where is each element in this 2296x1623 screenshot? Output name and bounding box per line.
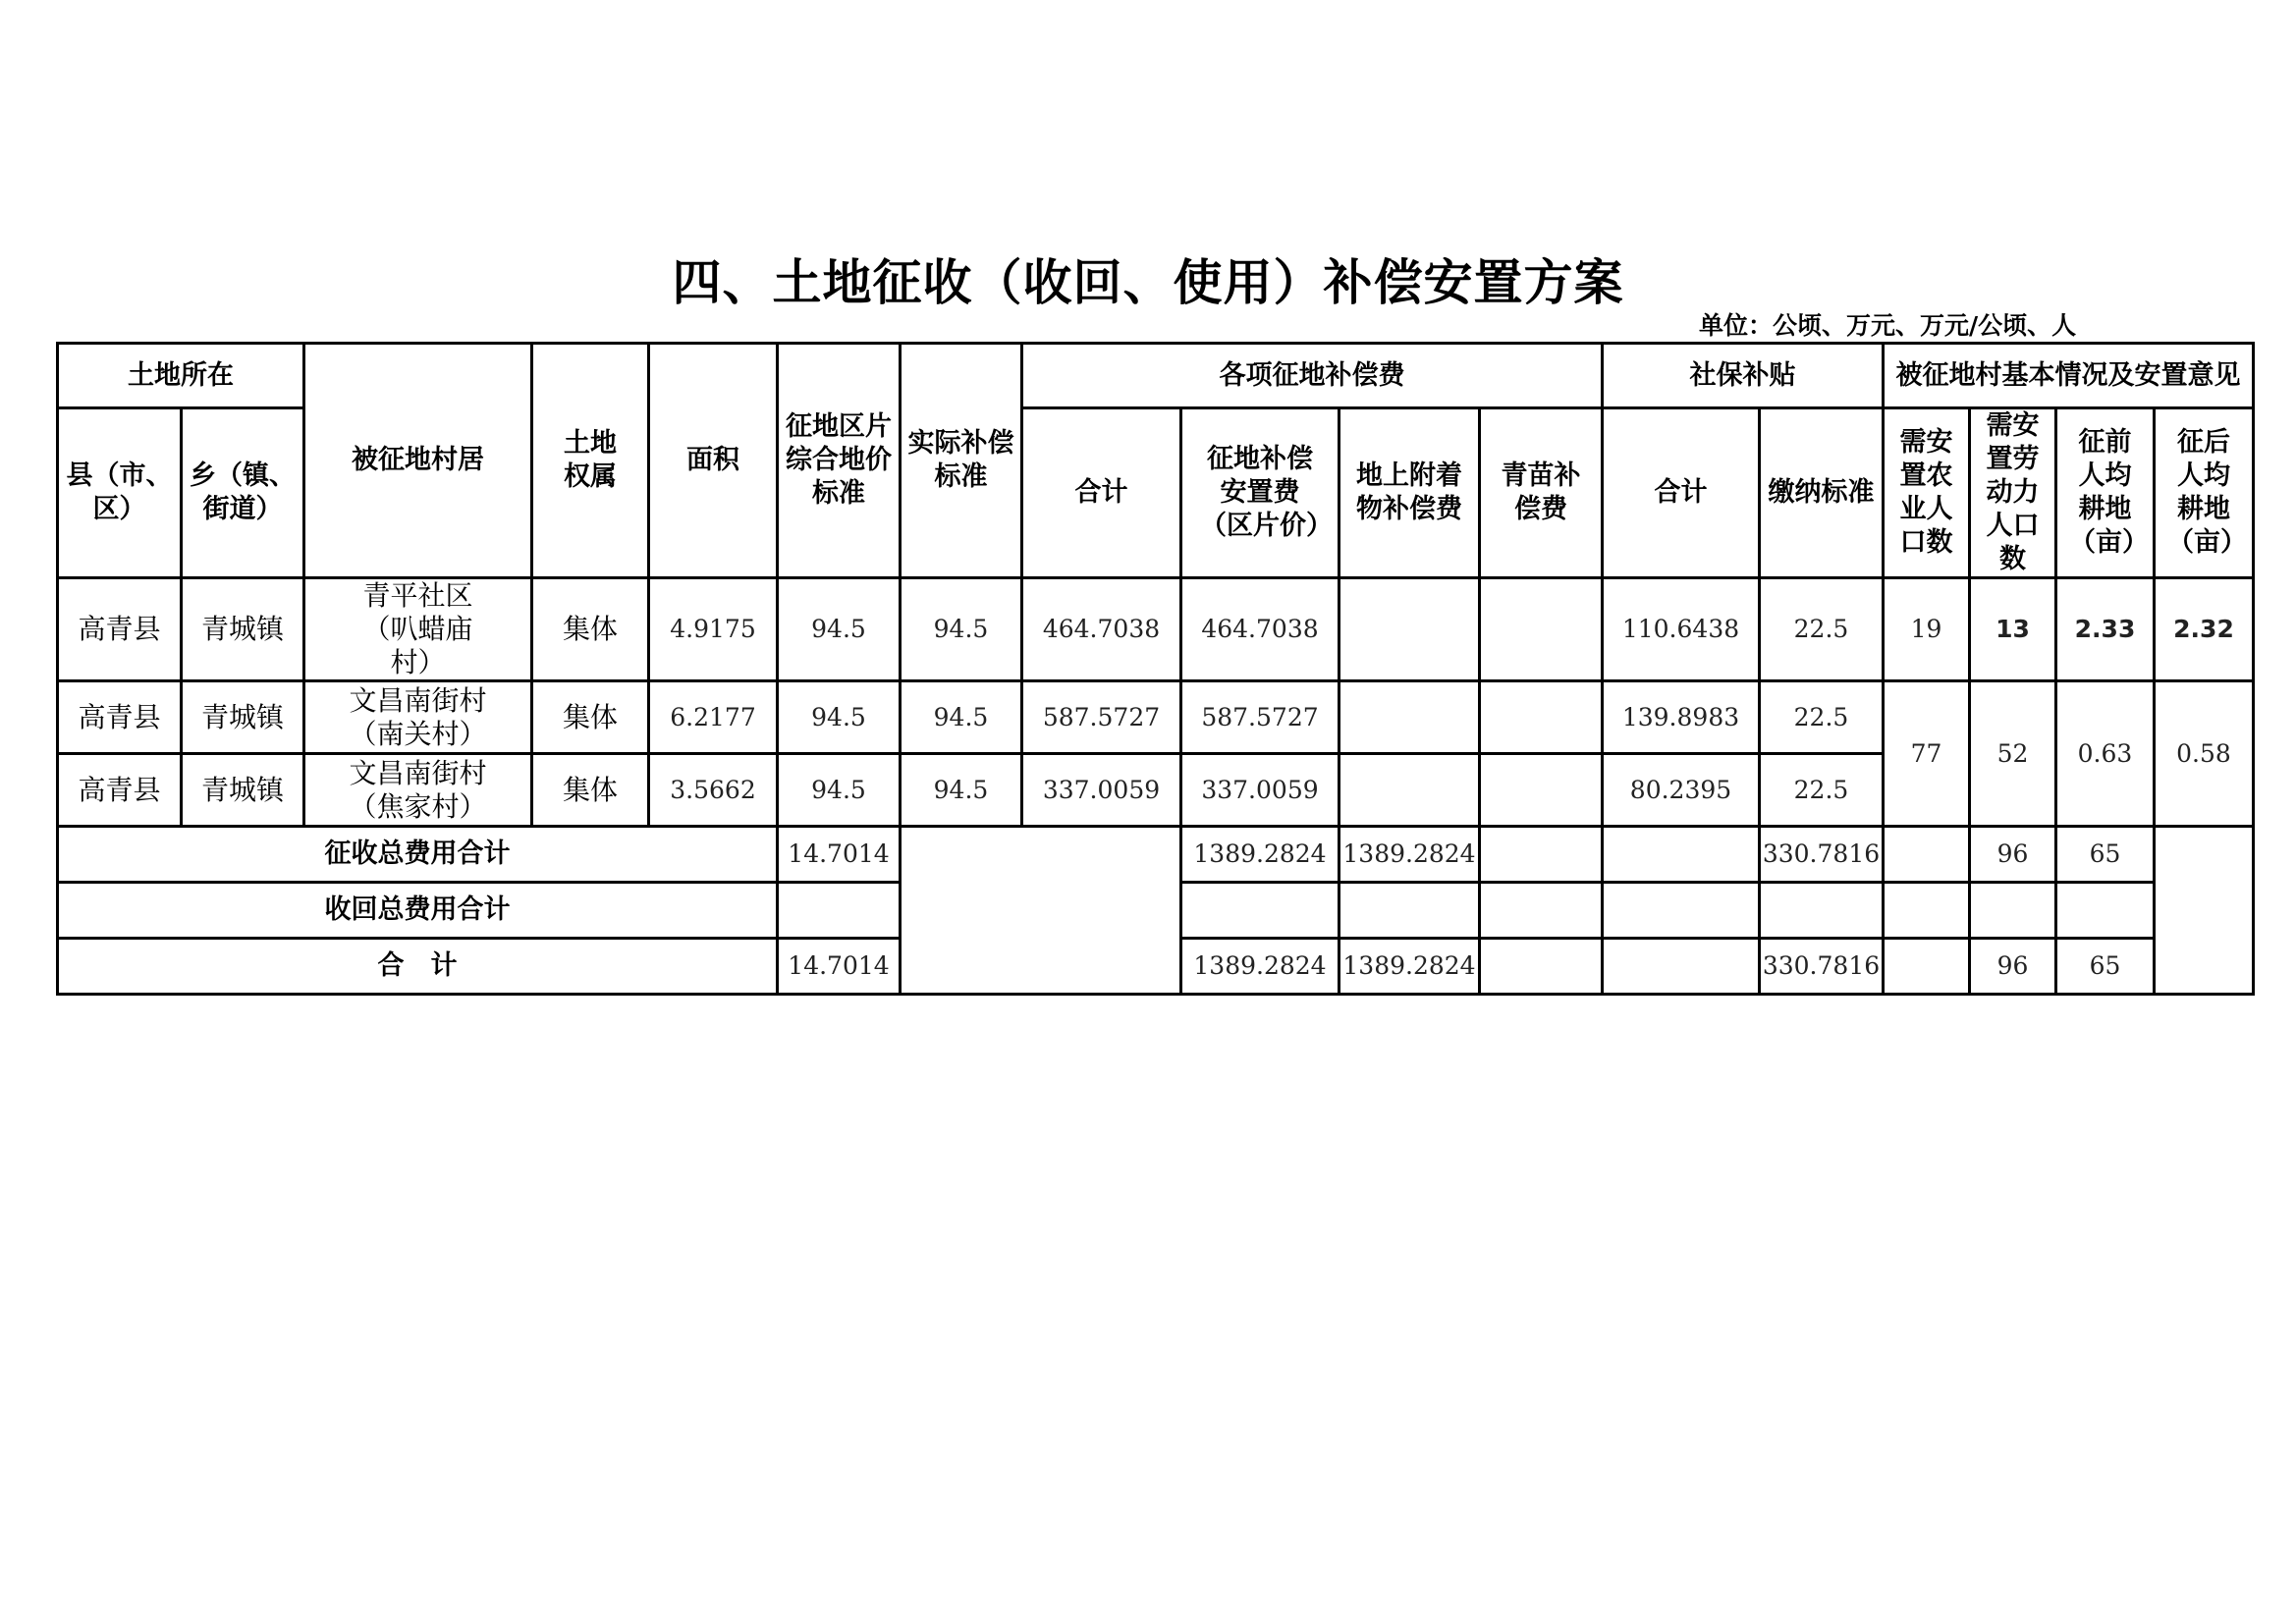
cell-fee-comp: 464.7038 — [1181, 578, 1339, 681]
cell-fee-crops — [1480, 578, 1603, 681]
summary-fee-attachments — [1480, 939, 1603, 995]
summary-agri: 96 — [1970, 939, 2056, 995]
cell-before: 2.33 — [2056, 578, 2155, 681]
cell-county: 高青县 — [58, 578, 182, 681]
table-row — [58, 681, 2254, 754]
cell-fee-attachments — [1339, 681, 1480, 754]
cell-after-merged: 0.58 — [2155, 681, 2254, 827]
header-social: 社保补贴 — [1603, 344, 1884, 408]
cell-social-std: 22.5 — [1760, 681, 1884, 754]
cell-after: 2.32 — [2155, 578, 2254, 681]
header-before: 征前人均耕地（亩） — [2056, 408, 2155, 578]
cell-labor-merged: 52 — [1970, 681, 2056, 827]
cell-agri: 19 — [1884, 578, 1970, 681]
summary-labor: 65 — [2056, 939, 2155, 995]
cell-village: 文昌南街村（南关村） — [304, 681, 532, 754]
summary-fee-attachments — [1480, 827, 1603, 883]
cell-ownership: 集体 — [532, 578, 649, 681]
header-village: 被征地村居 — [304, 344, 532, 578]
summary-area: 14.7014 — [778, 939, 901, 995]
cell-area: 4.9175 — [649, 578, 778, 681]
summary-social-std — [1884, 883, 1970, 939]
summary-fee-total: 1389.2824 — [1181, 827, 1339, 883]
summary-social-total: 330.7816 — [1760, 939, 1884, 995]
cell-before-merged: 0.63 — [2056, 681, 2155, 827]
cell-area: 6.2177 — [649, 681, 778, 754]
header-fees: 各项征地补偿费 — [1022, 344, 1603, 408]
summary-agri — [1970, 883, 2056, 939]
header-actual-standard: 实际补偿标准 — [901, 344, 1022, 578]
cell-town: 青城镇 — [182, 681, 304, 754]
cell-social-std: 22.5 — [1760, 578, 1884, 681]
page-title: 四、土地征收（收回、使用）补偿安置方案 — [672, 254, 1624, 311]
summary-social-total — [1760, 883, 1884, 939]
summary-fee-crops — [1603, 939, 1760, 995]
summary-fee-total — [1181, 883, 1339, 939]
summary-fee-crops — [1603, 883, 1760, 939]
cell-fee-total: 464.7038 — [1022, 578, 1181, 681]
cell-fee-comp: 587.5727 — [1181, 681, 1339, 754]
summary-label: 收回总费用合计 — [58, 883, 778, 939]
header-ownership: 土地权属 — [532, 344, 649, 578]
summary-fee-crops — [1603, 827, 1760, 883]
cell-fee-attachments — [1339, 754, 1480, 827]
summary-label: 合 计 — [58, 939, 778, 995]
cell-actual: 94.5 — [901, 681, 1022, 754]
cell-fee-attachments — [1339, 578, 1480, 681]
header-social-standard: 缴纳标准 — [1760, 408, 1884, 578]
summary-social-total: 330.7816 — [1760, 827, 1884, 883]
cell-zone-price: 94.5 — [778, 578, 901, 681]
summary-labor: 65 — [2056, 827, 2155, 883]
header-after: 征后人均耕地（亩） — [2155, 408, 2254, 578]
summary-blank-land — [2155, 827, 2254, 995]
header-area: 面积 — [649, 344, 778, 578]
table-row — [58, 578, 2254, 681]
cell-actual: 94.5 — [901, 578, 1022, 681]
header-basic: 被征地村基本情况及安置意见 — [1884, 344, 2254, 408]
cell-fee-total: 337.0059 — [1022, 754, 1181, 827]
cell-village: 文昌南街村（焦家村） — [304, 754, 532, 827]
cell-county: 高青县 — [58, 681, 182, 754]
summary-fee-total: 1389.2824 — [1181, 939, 1339, 995]
unit-note: 单位：公顷、万元、万元/公顷、人 — [1699, 311, 2077, 340]
cell-zone-price: 94.5 — [778, 754, 901, 827]
header-zone-price: 征地区片综合地价标准 — [778, 344, 901, 578]
summary-label: 征收总费用合计 — [58, 827, 778, 883]
cell-ownership: 集体 — [532, 754, 649, 827]
summary-row-expropriation — [58, 827, 2254, 883]
summary-agri: 96 — [1970, 827, 2056, 883]
summary-labor — [2056, 883, 2155, 939]
cell-actual: 94.5 — [901, 754, 1022, 827]
summary-fee-attachments — [1480, 883, 1603, 939]
summary-area: 14.7014 — [778, 827, 901, 883]
header-labor-pop: 需安置劳动力人口数 — [1970, 408, 2056, 578]
summary-blank-price — [901, 827, 1181, 995]
cell-county: 高青县 — [58, 754, 182, 827]
summary-area — [778, 883, 901, 939]
cell-fee-crops — [1480, 754, 1603, 827]
header-fees-crops: 青苗补偿费 — [1480, 408, 1603, 578]
cell-village: 青平社区（叭蜡庙村） — [304, 578, 532, 681]
cell-agri-merged: 77 — [1884, 681, 1970, 827]
cell-social-total: 110.6438 — [1603, 578, 1760, 681]
cell-area: 3.5662 — [649, 754, 778, 827]
cell-labor: 13 — [1970, 578, 2056, 681]
summary-fee-comp — [1339, 883, 1480, 939]
header-town: 乡（镇、街道） — [182, 408, 304, 578]
summary-fee-comp: 1389.2824 — [1339, 827, 1480, 883]
header-fees-attachments: 地上附着物补偿费 — [1339, 408, 1480, 578]
header-location: 土地所在 — [58, 344, 304, 408]
summary-fee-comp: 1389.2824 — [1339, 939, 1480, 995]
summary-social-std — [1884, 939, 1970, 995]
cell-town: 青城镇 — [182, 578, 304, 681]
cell-fee-total: 587.5727 — [1022, 681, 1181, 754]
cell-town: 青城镇 — [182, 754, 304, 827]
header-social-total: 合计 — [1603, 408, 1760, 578]
cell-fee-comp: 337.0059 — [1181, 754, 1339, 827]
cell-social-total: 80.2395 — [1603, 754, 1760, 827]
header-fees-total: 合计 — [1022, 408, 1181, 578]
cell-fee-crops — [1480, 681, 1603, 754]
header-county: 县（市、区） — [58, 408, 182, 578]
header-agri-pop: 需安置农业人口数 — [1884, 408, 1970, 578]
cell-ownership: 集体 — [532, 681, 649, 754]
summary-social-std — [1884, 827, 1970, 883]
header-fees-compensation: 征地补偿安置费（区片价） — [1181, 408, 1339, 578]
compensation-table — [56, 342, 2255, 996]
cell-zone-price: 94.5 — [778, 681, 901, 754]
cell-social-total: 139.8983 — [1603, 681, 1760, 754]
cell-social-std: 22.5 — [1760, 754, 1884, 827]
header-row-1 — [58, 344, 2254, 408]
